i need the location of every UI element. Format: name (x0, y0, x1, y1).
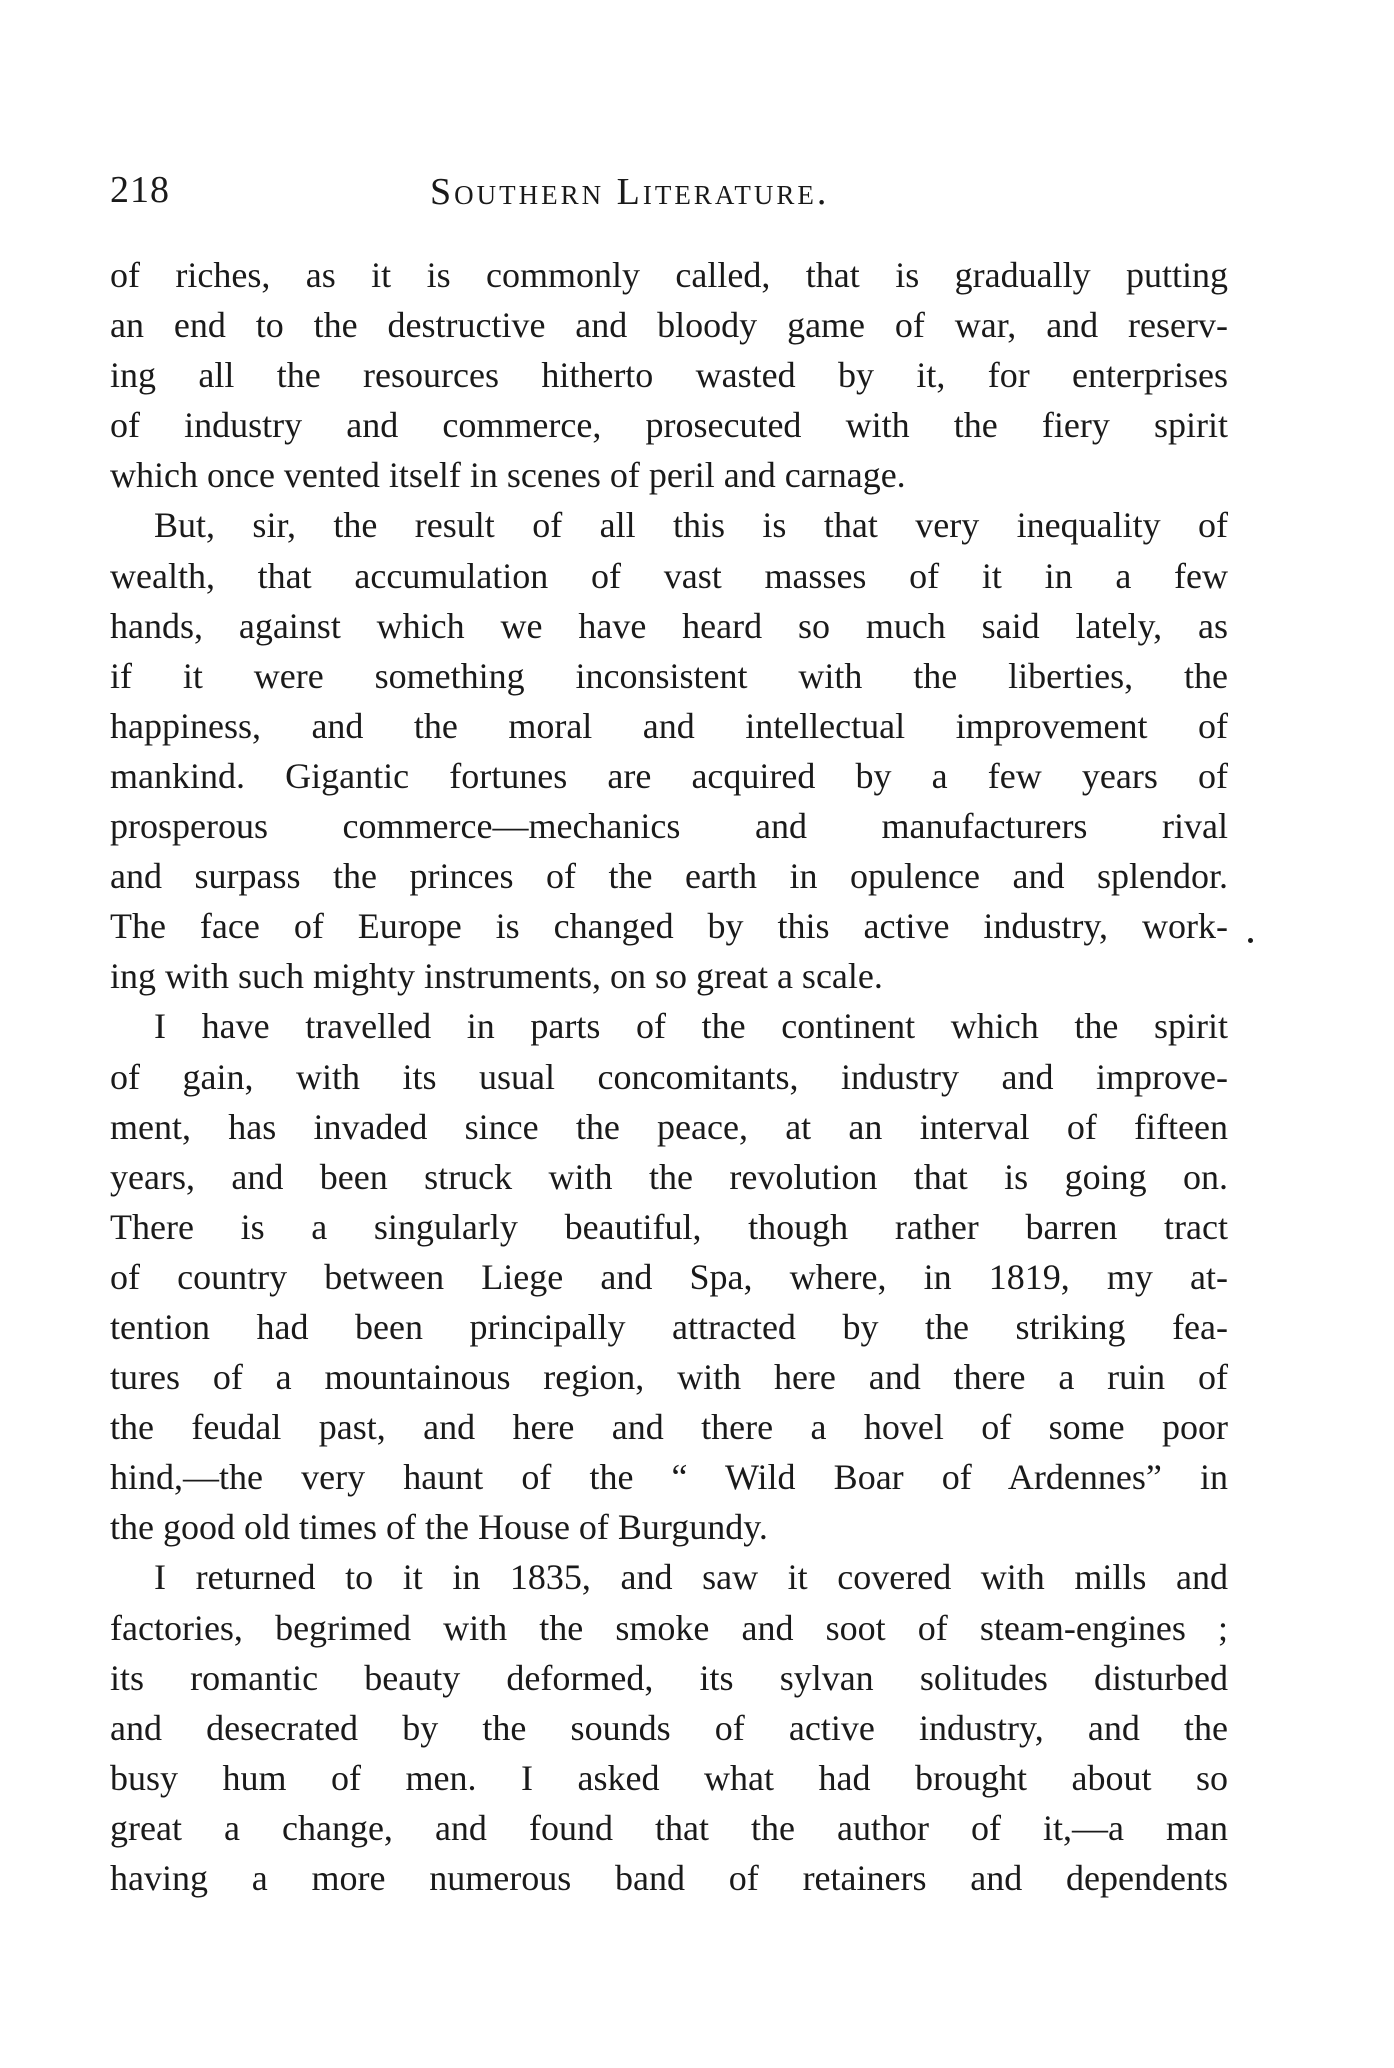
text-line: if it were something inconsistent with the liberties, the (110, 655, 1228, 696)
text-line: prosperous commerce—mechanics and manufacturers rival (110, 806, 1228, 847)
page-header (110, 168, 1230, 228)
text-line: and desecrated by the sounds of active industry, and the (110, 1707, 1228, 1748)
page-number: 218 (110, 169, 170, 211)
text-line: tention had been principally attracted by the striking fea- (110, 1306, 1228, 1347)
text-line: which once vented itself in scenes of peril and carnage. (110, 455, 906, 496)
text-line: its romantic beauty deformed, its sylvan solitudes disturbed (110, 1657, 1228, 1698)
text-line: of gain, with its usual concomitants, industry and improve- (110, 1056, 1228, 1097)
body-text (110, 250, 1228, 1903)
text-line: There is a singularly beautiful, though rather barren tract (110, 1206, 1228, 1247)
text-line: The face of Europe is changed by this active industry, work- (110, 906, 1228, 947)
text-line: ment, has invaded since the peace, at an interval of fifteen (110, 1106, 1228, 1147)
text-line: having a more numerous band of retainers and dependents (110, 1858, 1228, 1898)
text-line: happiness, and the moral and intellectual improvement of (110, 705, 1228, 746)
text-line: factories, begrimed with the smoke and soot of steam-engines ; (110, 1607, 1228, 1648)
text-line: ing with such mighty instruments, on so great a scale. (110, 956, 883, 997)
text-line: mankind. Gigantic fortunes are acquired by a few years of (110, 755, 1228, 796)
text-line: an end to the destructive and bloody game of war, and reserv- (110, 305, 1228, 346)
text-line: hands, against which we have heard so much said lately, as (110, 605, 1228, 646)
text-line: great a change, and found that the author of it,—a man (110, 1807, 1228, 1848)
text-line: of riches, as it is commonly called, that is gradually putting (110, 255, 1228, 295)
paragraph-start-line: But, sir, the result of all this is that very inequality of (154, 505, 1228, 546)
text-line: hind,—the very haunt of the “ Wild Boar of Ardennes” in (110, 1457, 1228, 1498)
paragraph-start-line: I have travelled in parts of the continent which the spirit (154, 1006, 1228, 1047)
text-line: busy hum of men. I asked what had brought about so (110, 1757, 1228, 1798)
text-line: wealth, that accumulation of vast masses of it in a few (110, 555, 1228, 596)
paragraph-start-line: I returned to it in 1835, and saw it covered with mills and (154, 1557, 1228, 1598)
text-line: of industry and commerce, prosecuted with the fiery spirit (110, 405, 1228, 446)
text-line: tures of a mountainous region, with here and there a ruin of (110, 1357, 1228, 1398)
text-line: years, and been struck with the revolution that is going on. (110, 1156, 1228, 1197)
running-head: Southern Literature. (430, 171, 830, 213)
text-line: the good old times of the House of Burgundy. (110, 1507, 768, 1548)
text-line: and surpass the princes of the earth in opulence and splendor. (110, 856, 1228, 897)
text-line: ing all the resources hitherto wasted by it, for enterprises (110, 355, 1228, 396)
text-line: the feudal past, and here and there a hovel of some poor (110, 1407, 1228, 1448)
text-line: of country between Liege and Spa, where, in 1819, my at- (110, 1256, 1228, 1297)
stray-ink-mark (1248, 938, 1253, 943)
